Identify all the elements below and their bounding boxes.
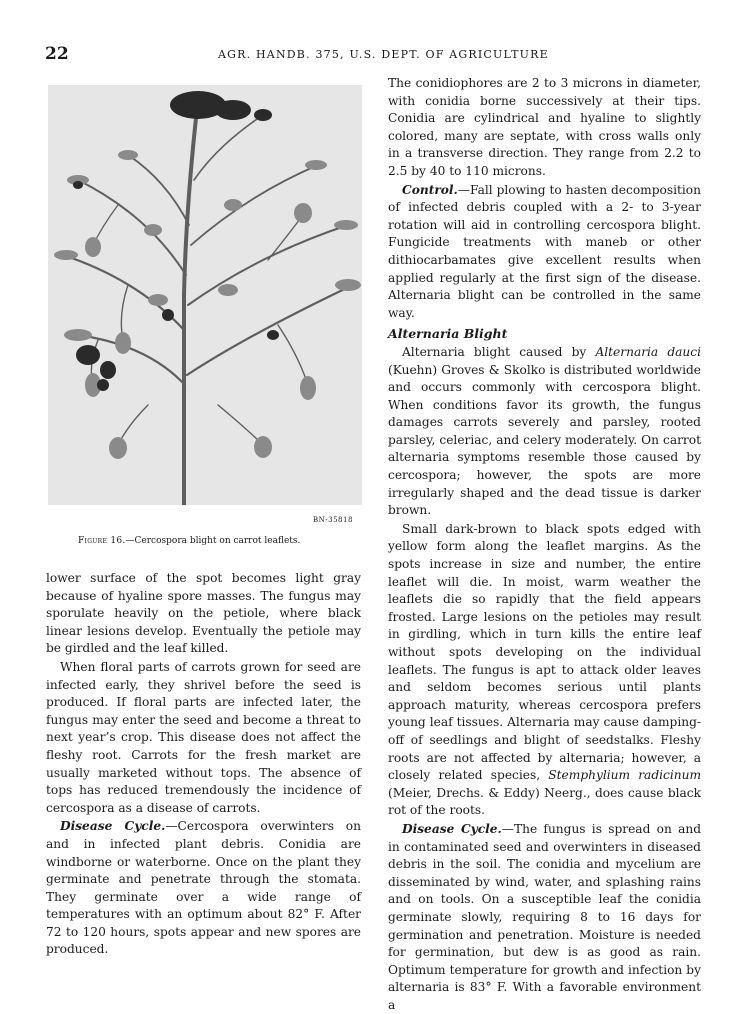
species-name: Stemphylium radicinum — [548, 768, 701, 783]
paragraph-text: (Kuehn) Groves & Skolko is distributed worldwide and occurs commonly with cercospora blight. When conditions favor its growth, the fungus damages carrots severely and parsley, rooted parsley, celeriac, and celery moderately. On carrot alternaria symptoms resemble those caused by cercospora; however, the spots are more irregularly shaped and the dead tissue is darker brown. — [388, 362, 701, 518]
subheading: Control. — [402, 182, 458, 197]
right-column — [388, 75, 701, 1014]
figure-caption-label: Figure 16. — [78, 536, 126, 546]
section-heading: Alternaria Blight — [388, 326, 508, 342]
paragraph-text: (Meier, Drechs. & Eddy) Neerg., does cause black rot of the roots. — [388, 785, 701, 818]
figure-caption-text: —Cercospora blight on carrot leaflets. — [125, 536, 301, 546]
paragraph-text: —Fall plowing to hasten decomposition of infected debris coupled with a 2- to 3-year rotation will aid in controlling cercospora blight. Fungicide treatments with maneb or other dithiocarbamates give excellent results when applied regularly at the first sign of the disease. Alternaria blight can be controlled in the same way. — [388, 182, 701, 320]
running-head: AGR. HANDB. 375, U.S. DEPT. OF AGRICULTURE — [218, 48, 549, 61]
subheading: Disease Cycle. — [60, 819, 166, 834]
paragraph: When floral parts of carrots grown for seed are infected early, they shrivel before the seed is produced. If floral parts are infected later, the fungus may enter the seed and become a threat to next year’s crop. This disease does not affect the fleshy root. Carrots for the fresh market are usually marketed without tops. The absence of tops has reduced tremendously the incidence of cercospora as a disease of carrots. — [46, 659, 361, 815]
paragraph — [388, 182, 701, 323]
species-name: Alternaria dauci — [595, 344, 701, 359]
paragraph-text: Alternaria blight caused by — [402, 344, 596, 359]
subheading: Disease Cycle. — [402, 821, 502, 836]
paragraph: lower surface of the spot becomes light gray because of hyaline spore masses. The fungus may sporulate heavily on the petiole, where black linear lesions develop. Eventually the petiole may be girdled and the leaf killed. — [46, 571, 361, 656]
paragraph-text: —The fungus is spread on and in contaminated seed and overwinters in diseased debris in the soil. The conidia and mycelium are disseminated by wind, water, and splashing rains and on tools. On a susceptible leaf the conidia germinate slowly, requiring 8 to 16 days for germination and penetration. Moisture is needed for germination, but dew is as good as rain. Optimum temperature for growth and infection by alternaria is 83° F. With a favorable environment a — [388, 821, 701, 1012]
paragraph-text: Small dark-brown to black spots edged with yellow form along the leaflet margins. As the spots increase in size and number, the entire leaflet will die. In moist, warm weather the leaflets die so rapidly that the field appears frosted. Large lesions on the petioles may result in girdling, which in turn kills the entire leaf without spots developing on the individual leaflets. The fungus is apt to attack older leaves and seldom becomes serious until plants approach maturity, whereas cercospora prefers young leaf tissues. Alternaria may cause damping-off of seedlings and blight of seedstalks. Fleshy roots are not affected by alternaria; however, a closely related species, — [388, 521, 701, 783]
left-column — [46, 570, 361, 959]
paragraph — [388, 821, 701, 1014]
paragraph — [46, 818, 361, 959]
figure-code: BN-35818 — [313, 516, 353, 524]
paragraph: The conidiophores are 2 to 3 microns in diameter, with conidia borne successively at their tips. Conidia are cylindrical and hyaline to slightly colored, many are septate, with cross walls only in a transverse direction. They range from 2.2 to 2.5 by 40 to 110 microns. — [388, 76, 701, 178]
figure-photo-carrot-leaf — [48, 85, 362, 505]
paragraph — [388, 521, 701, 820]
figure-caption — [78, 536, 300, 546]
page-number: 22 — [45, 44, 69, 64]
paragraph-text: —Cercospora overwinters on and in infected plant debris. Conidia are windborne or waterborne. Once on the plant they germinate and penetrate through the stomata. They germinate over a wide range of temperatures with an optimum about 82° F. After 72 to 120 hours, spots appear and new spores are produced. — [46, 819, 361, 957]
paragraph — [388, 344, 701, 520]
